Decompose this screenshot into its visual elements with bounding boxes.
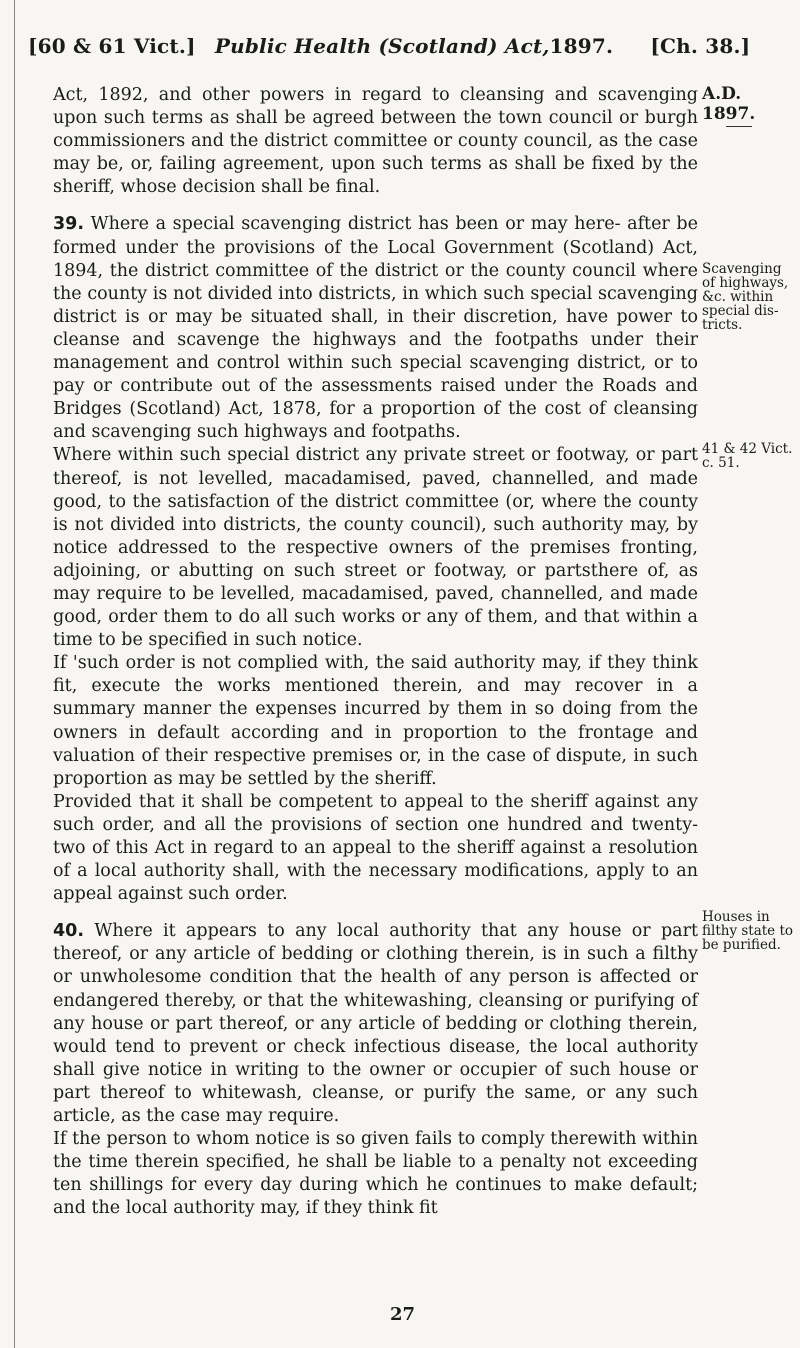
page-number: 27	[390, 1304, 416, 1325]
regnal-year: [60 & 61 Vict.]	[28, 34, 196, 58]
page-edge-rule	[14, 0, 15, 1348]
section-40	[53, 920, 698, 1128]
running-header	[28, 34, 751, 58]
margin-year: A.D. 1897.	[702, 84, 756, 124]
section-39	[53, 213, 698, 444]
margin-note-scavenging: Scavenging of highways, &c. within special dis- tricts.	[702, 261, 789, 333]
section-40-text: Where it appears to any local authority that any house or part thereof, or any article of bedding or clothing therein, is in such a filthy or unwholesome condition that the health of any person is affected or endangered thereby, or that the whitewashing, cleansing or purifying of any house or part thereof, or any article of bedding or clothing therein, would tend to prevent or check infectious disease, the local authority shall give notice in writing to the owner or occupier of such house or part thereof to whitewash, cleanse, or purify the same, or any such article, as the case may require.	[53, 921, 698, 1127]
act-title: Public Health (Scotland) Act,	[214, 34, 550, 58]
paragraph: If 'such order is not complied with, the said authority may, if they think fit, execute the works mentioned therein, and may recover in a summary manner the expenses incurred by them in so doing from the owners in default according and in proportion to the frontage and valuation of their respective premises or, in the case of dispute, in such proportion as may be settled by the sheriff.	[53, 653, 698, 789]
paragraph: Provided that it shall be competent to appeal to the sheriff against any such order, and all the provisions of section one hundred and twenty-two of this Act in regard to an appeal to the sheriff against a resolution of a local authority shall, with the necessary modifications, apply to an appeal against such order.	[53, 791, 698, 905]
section-39-text: Where a special scavenging district has been or may here- after be formed under the provisions of the Local Government (Scotland) Act, 1894, the district committee of the district or the county council where the county is not divided into districts, in which such special scavenging district is or may be situated shall, in their discretion, have power to cleanse and scavenge the highways and the footpaths under their management and control within such special scavenging district, or to pay or contribute out of the assessments raised under the Roads and Bridges (Scotland) Act, 1878, for a proportion of the cost of cleansing and scavenging such highways and footpaths.	[53, 214, 698, 443]
act-year: 1897.	[549, 34, 614, 58]
section-number: 39.	[53, 214, 85, 235]
margin-note-vict-ref: 41 & 42 Vict. c. 51.	[702, 441, 793, 471]
paragraph: If the person to whom notice is so given fails to comply therewith within the time therein specified, he shall be liable to a penalty not exceeding ten shillings for every day during which he continues to make default; and the local authority may, if they think fit	[53, 1129, 698, 1219]
margin-note-houses: Houses in filthy state to be purified.	[702, 909, 794, 953]
paragraph: Where within such special district any private street or footway, or part thereof, is not levelled, macadamised, paved, channelled, and made good, to the satisfaction of the district committee (or, where the county is not divided into districts, the county council), such authority may, by notice addressed to the respective owners of the premises fronting, adjoining, or abutting on such street or footway, or partsthere of, as may require to be levelled, macadamised, paved, channelled, and made good, order them to do all such works or any of them, and that within a time to be specified in such notice.	[53, 445, 698, 651]
body-text	[53, 84, 698, 1221]
section-number: 40.	[53, 921, 85, 942]
chapter-number: [Ch. 38.]	[650, 34, 751, 58]
margin-dash	[726, 126, 752, 127]
paragraph-continuation: Act, 1892, and other powers in regard to cleansing and scavenging upon such terms as shall be agreed between the town council or burgh commissioners and the district committee or county council, as the case may be, or, failing agreement, upon such terms as shall be fixed by the sheriff, whose decision shall be final.	[53, 85, 698, 198]
